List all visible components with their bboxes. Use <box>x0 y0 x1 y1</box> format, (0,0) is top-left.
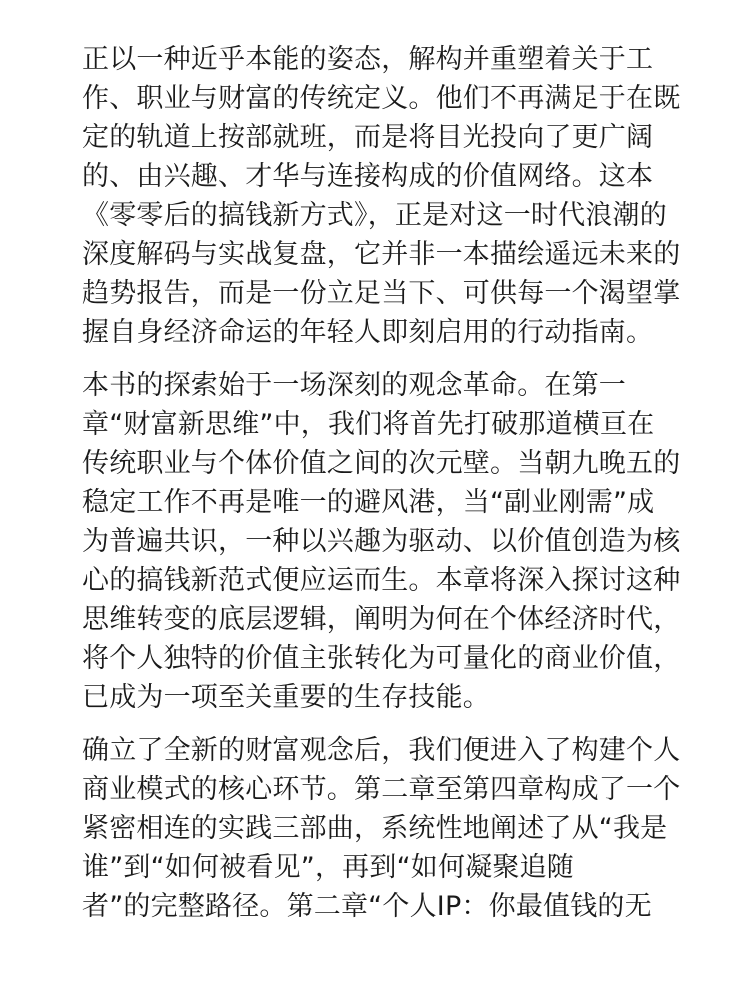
text-line: 章“财富新思维”中，我们将首先打破那道横亘在 <box>82 409 655 440</box>
text-line: 稳定工作不再是唯一的避风港，当“副业刚需”成 <box>82 487 655 518</box>
paragraph-2 <box>82 366 682 717</box>
text-line: 正以一种近乎本能的姿态，解构并重塑着关于工 <box>82 44 654 75</box>
text-line: 谁”到“如何被看见”，再到“如何凝聚追随 <box>82 852 574 883</box>
text-line: 本书的探索始于一场深刻的观念革命。在第一 <box>82 370 626 401</box>
text-line: 紧密相连的实践三部曲，系统性地阐述了从“我是 <box>82 813 668 844</box>
text-line: 心的搞钱新范式便应运而生。本章将深入探讨这种 <box>82 565 681 596</box>
text-line: 深度解码与实战复盘，它并非一本描绘遥远未来的 <box>82 239 681 270</box>
text-line: 握自身经济命运的年轻人即刻启用的行动指南。 <box>82 317 654 348</box>
paragraph-1 <box>82 40 682 352</box>
text-line: 作、职业与财富的传统定义。他们不再满足于在既 <box>82 83 681 114</box>
text-line: 《零零后的搞钱新方式》，正是对这一时代浪潮的 <box>82 200 667 231</box>
text-line: 者”的完整路径。第二章“个人IP：你最值钱的无 <box>82 891 652 922</box>
document-page <box>82 40 682 940</box>
paragraph-3 <box>82 731 682 926</box>
text-line: 趋势报告，而是一份立足当下、可供每一个渴望掌 <box>82 278 681 309</box>
text-line: 传统职业与个体价值之间的次元壁。当朝九晚五的 <box>82 448 681 479</box>
text-line: 思维转变的底层逻辑，阐明为何在个体经济时代， <box>82 604 681 635</box>
text-line: 的、由兴趣、才华与连接构成的价值网络。这本 <box>82 161 654 192</box>
text-line: 定的轨道上按部就班，而是将目光投向了更广阔 <box>82 122 654 153</box>
text-line: 确立了全新的财富观念后，我们便进入了构建个人 <box>82 735 681 766</box>
text-line: 将个人独特的价值主张转化为可量化的商业价值， <box>82 643 681 674</box>
text-line: 商业模式的核心环节。第二章至第四章构成了一个 <box>82 774 681 805</box>
text-line: 已成为一项至关重要的生存技能。 <box>82 682 490 713</box>
text-line: 为普遍共识，一种以兴趣为驱动、以价值创造为核 <box>82 526 681 557</box>
